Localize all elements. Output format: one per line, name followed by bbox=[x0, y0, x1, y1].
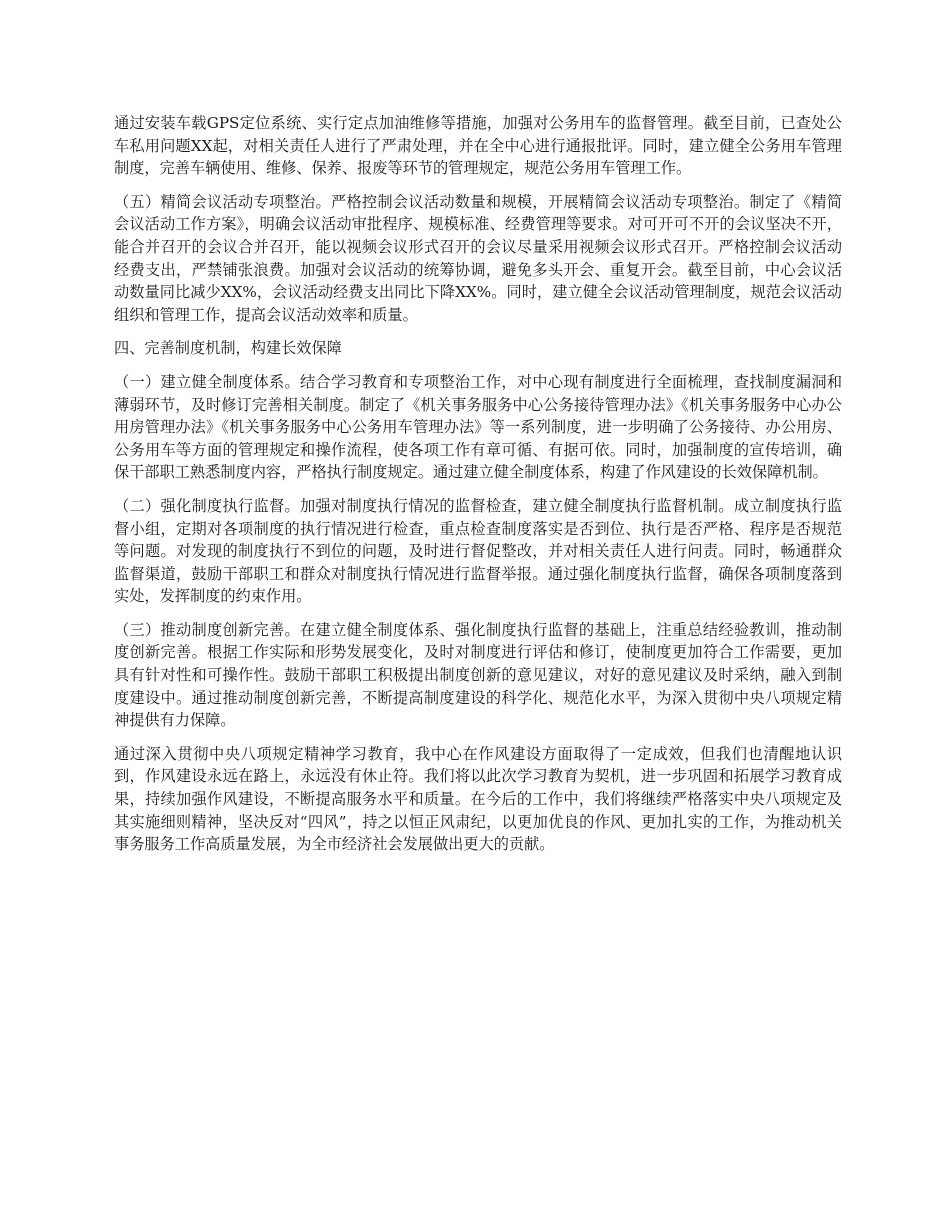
paragraph-vehicle-management: 通过安装车载GPS定位系统、实行定点加油维修等措施，加强对公务用车的监督管理。截至目前，已查处公车私用问题XX起，对相关责任人进行了严肃处理，并在全中心进行通报批评。同时，建立健全公务用车管理制度，完善车辆使用、维修、保养、报废等环节的管理规定，规范公务用车管理工作。 bbox=[114, 114, 842, 178]
document-page bbox=[114, 112, 842, 867]
paragraph-system-innovation: （三）推动制度创新完善。在建立健全制度体系、强化制度执行监督的基础上，注重总结经验教训，推动制度创新完善。根据工作实际和形势发展变化，及时对制度进行评估和修订，使制度更加符合工作需要，更加具有针对性和可操作性。鼓励干部职工积极提出制度创新的意见建议，对好的意见建议及时采纳，融入到制度建设中。通过推动制度创新完善，不断提高制度建设的科学化、规范化水平，为深入贯彻中央八项规定精神提供有力保障。 bbox=[114, 620, 842, 730]
paragraph-system-building: （一）建立健全制度体系。结合学习教育和专项整治工作，对中心现有制度进行全面梳理，查找制度漏洞和薄弱环节，及时修订完善相关制度。制定了《机关事务服务中心公务接待管理办法》《机关事务服务中心办公用房管理办法》《机关事务服务中心公务用车管理办法》等一系列制度，进一步明确了公务接待、办公用房、公务用车等方面的管理规定和操作流程，使各项工作有章可循、有据可依。同时，加强制度的宣传培训，确保干部职工熟悉制度内容，严格执行制度规定。通过建立健全制度体系，构建了作风建设的长效保障机制。 bbox=[114, 372, 842, 482]
section-heading: 四、完善制度机制，构建长效保障 bbox=[114, 339, 342, 358]
paragraph-conclusion: 通过深入贯彻中央八项规定精神学习教育，我中心在作风建设方面取得了一定成效，但我们也清醒地认识到，作风建设永远在路上，永远没有休止符。我们将以此次学习教育为契机，进一步巩固和拓展学习教育成果，持续加强作风建设，不断提高服务水平和质量。在今后的工作中，我们将继续严格落实中央八项规定及其实施细则精神，坚决反对“四风”，持之以恒正风肃纪，以更加优良的作风、更加扎实的工作，为推动机关事务服务工作高质量发展，为全市经济社会发展做出更大的贡献。 bbox=[114, 744, 842, 854]
paragraph-execution-supervision: （二）强化制度执行监督。加强对制度执行情况的监督检查，建立健全制度执行监督机制。成立制度执行监督小组，定期对各项制度的执行情况进行检查，重点检查制度落实是否到位、执行是否严格、程序是否规范等问题。对发现的制度执行不到位的问题，及时进行督促整改，并对相关责任人进行问责。同时，畅通群众监督渠道，鼓励干部职工和群众对制度执行情况进行监督举报。通过强化制度执行监督，确保各项制度落到实处，发挥制度的约束作用。 bbox=[114, 496, 842, 606]
paragraph-meeting-rectification: （五）精简会议活动专项整治。严格控制会议活动数量和规模，开展精简会议活动专项整治。制定了《精简会议活动工作方案》，明确会议活动审批程序、规模标准、经费管理等要求。对可开可不开的会议坚决不开，能合并召开的会议合并召开，能以视频会议形式召开的会议尽量采用视频会议形式召开。严格控制会议活动经费支出，严禁铺张浪费。加强对会议活动的统筹协调，避免多头开会、重复开会。截至目前，中心会议活动数量同比减少XX%，会议活动经费支出同比下降XX%。同时，建立健全会议活动管理制度，规范会议活动组织和管理工作，提高会议活动效率和质量。 bbox=[114, 192, 842, 324]
